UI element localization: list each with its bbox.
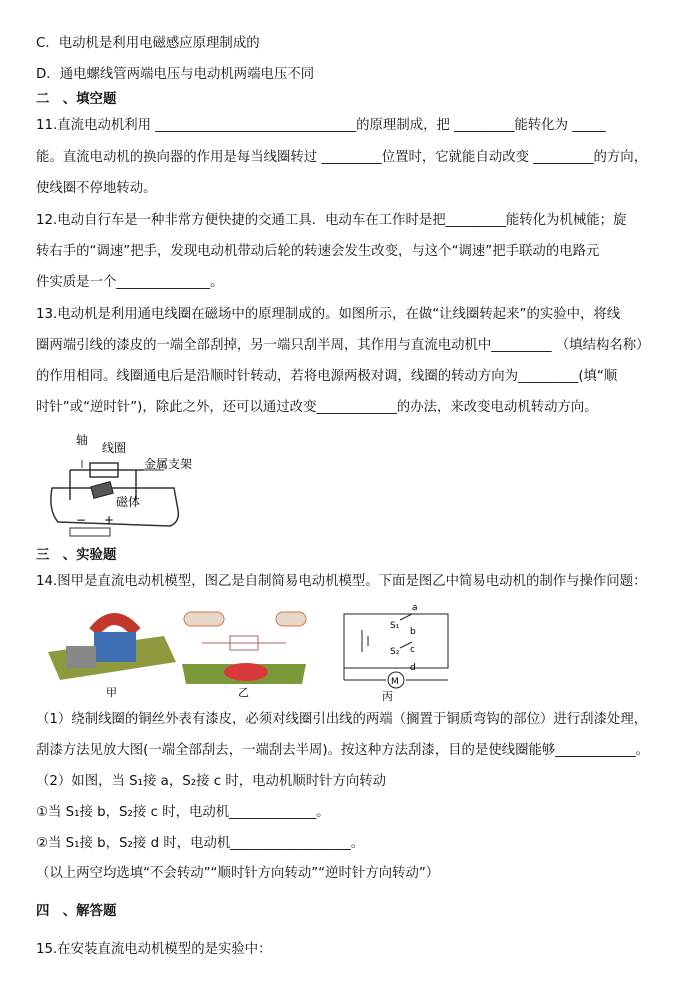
circuit-label-s2: S₂ bbox=[390, 647, 400, 657]
q13-line2: 圈两端引线的漆皮的一端全部刮掉，另一端只刮半周，其作用与直流电动机中_________ （填结构名称） bbox=[36, 338, 650, 353]
fig-bing-caption: 丙 bbox=[382, 690, 393, 702]
fig13-label-plus: + bbox=[104, 513, 115, 527]
fig13-label-coil: 线圈 bbox=[102, 441, 127, 455]
q11-line1: 11.直流电动机利用 ______________________________的原理制成，把 _________能转化为 _____ bbox=[36, 118, 606, 133]
part2-item1: ①当 S₁接 b，S₂接 c 时，电动机_____________。 bbox=[36, 805, 330, 820]
fig-yi-caption: 乙 bbox=[238, 686, 249, 698]
figure-jia bbox=[44, 602, 180, 698]
circuit-label-m: M bbox=[391, 677, 399, 687]
q13-line1: 13.电动机是利用通电线圈在磁场中的原理制成的。如图所示，在做“让线圈转起来”的实验中，将线 bbox=[36, 307, 621, 322]
option-d: D．通电螺线管两端电压与电动机两端电压不同 bbox=[36, 67, 315, 82]
q14-intro: 14.图甲是直流电动机模型，图乙是自制简易电动机模型。下面是图乙中简易电动机的制作与操作问题： bbox=[36, 574, 647, 589]
part1-line2: 刮漆方法见放大图(一端全部刮去，一端刮去半周)。按这种方法刮漆，目的是使线圈能够____________。 bbox=[36, 743, 650, 758]
q12-line2: 转右手的“调速”把手，发现电动机带动后轮的转速会发生改变，与这个“调速”把手联动的电路元 bbox=[36, 244, 600, 259]
section-heading-answer: 四 、解答题 bbox=[36, 904, 117, 919]
coil-motor-figure bbox=[44, 430, 204, 540]
q15-intro: 15.在安装直流电动机模型的是实验中： bbox=[36, 942, 272, 957]
circuit-label-d: d bbox=[410, 663, 416, 673]
circuit-label-b: b bbox=[410, 627, 416, 637]
fig13-label-magnet: 磁体 bbox=[116, 495, 141, 509]
fig13-label-bracket: 金属支架 bbox=[144, 457, 193, 471]
section-heading-experiment: 三 、实验题 bbox=[36, 548, 117, 563]
q13-line3: 的作用相同。线圈通电后是沿顺时针转动，若将电源两极对调，线圈的转动方向为_________(填“顺 bbox=[36, 369, 618, 384]
circuit-label-s1: S₁ bbox=[390, 621, 400, 631]
q13-line4: 时针”或“逆时针”)，除此之外，还可以通过改变____________的办法，来改变电动机转动方向。 bbox=[36, 400, 598, 415]
figure-bing-circuit bbox=[330, 600, 454, 702]
q11-line2: 能。直流电动机的换向器的作用是每当线圈转过 _________位置时，它就能自动改变 _________的方向， bbox=[36, 150, 648, 165]
part2-item2: ②当 S₁接 b，S₂接 d 时，电动机__________________。 bbox=[36, 836, 365, 851]
part1-line1: （1）绕制线圈的铜丝外表有漆皮，必须对线圈引出线的两端（搁置于铜质弯钩的部位）进行刮漆处理， bbox=[36, 712, 648, 727]
part2-note: （以上两空均选填“不会转动”“顺时针方向转动”“逆时针方向转动”） bbox=[36, 866, 440, 881]
fig-jia-caption: 甲 bbox=[106, 686, 117, 698]
section-heading-fill: 二 、填空题 bbox=[36, 92, 117, 107]
q12-line1: 12.电动自行车是一种非常方便快捷的交通工具．电动车在工作时是把_________能转化为机械能；旋 bbox=[36, 213, 627, 228]
q12-line3: 件实质是一个______________。 bbox=[36, 275, 224, 290]
fig13-label-axis: 轴 bbox=[76, 433, 89, 447]
part2-intro: （2）如图，当 S₁接 a，S₂接 c 时，电动机顺时针方向转动 bbox=[36, 774, 387, 789]
figure-yi bbox=[182, 606, 308, 698]
q11-line3: 使线圈不停地转动。 bbox=[36, 181, 157, 196]
circuit-label-a: a bbox=[412, 603, 418, 613]
circuit-label-c: c bbox=[410, 645, 415, 655]
option-c: C．电动机是利用电磁感应原理制成的 bbox=[36, 36, 260, 51]
fig13-label-minus: − bbox=[76, 513, 87, 527]
